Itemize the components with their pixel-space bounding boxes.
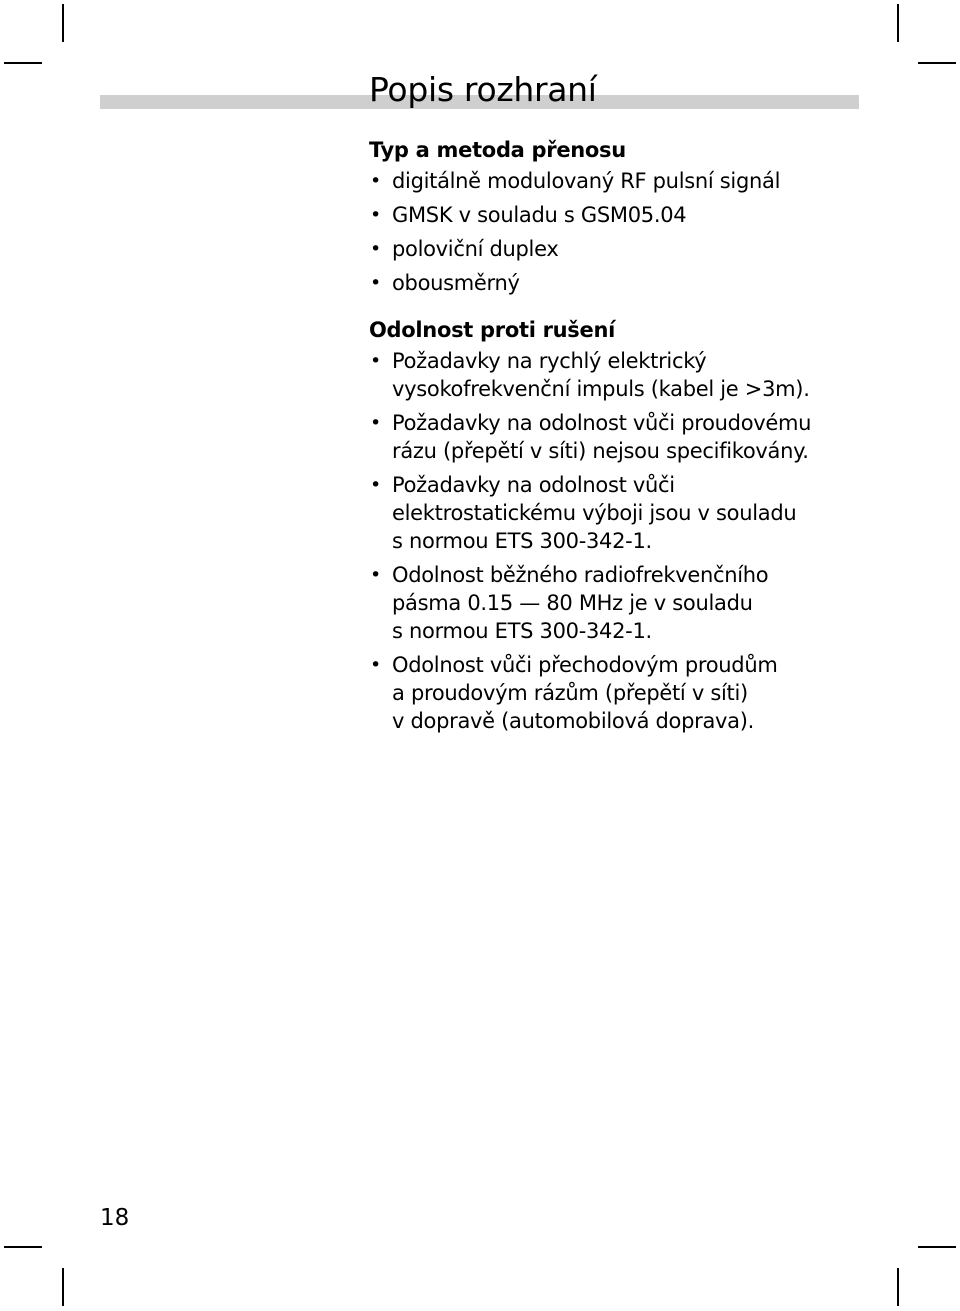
crop-mark-top-left-horizontal [4, 62, 42, 64]
crop-mark-top-right-vertical [897, 4, 899, 42]
list-item: • poloviční duplex [370, 237, 559, 261]
bullet-icon: • [370, 170, 381, 192]
bullet-icon: • [370, 412, 381, 434]
crop-mark-top-right-horizontal [918, 62, 956, 64]
page-title: Popis rozhraní [369, 70, 597, 109]
bullet-icon: • [370, 204, 381, 226]
list-item: • digitálně modulovaný RF pulsní signál [370, 169, 781, 193]
page-number: 18 [100, 1205, 130, 1231]
section-heading-transmission: Typ a metoda přenosu [369, 138, 626, 162]
crop-mark-bottom-left-vertical [62, 1268, 64, 1306]
crop-mark-bottom-right-vertical [897, 1268, 899, 1306]
bullet-icon: • [370, 350, 381, 372]
list-item: • GMSK v souladu s GSM05.04 [370, 203, 687, 227]
immunity-list [369, 347, 859, 735]
crop-mark-top-left-vertical [62, 4, 64, 42]
list-item: • Odolnost běžného radiofrekvenčního pásma 0.15 — 80 MHz je v souladu s normou ETS 300-342-1. [370, 563, 769, 643]
content [369, 133, 859, 741]
bullet-icon: • [370, 474, 381, 496]
list-item: • obousměrný [370, 271, 520, 295]
list-item: • Požadavky na odolnost vůči proudovému rázu (přepětí v síti) nejsou specifikovány. [370, 411, 812, 463]
list-item: • Odolnost vůči přechodovým proudům a proudovým rázům (přepětí v síti) v dopravě (automobilová doprava). [370, 653, 778, 733]
list-item: • Požadavky na odolnost vůči elektrostatickému výboji jsou v souladu s normou ETS 300-342-1. [370, 473, 797, 553]
list-item: • Požadavky na rychlý elektrický vysokofrekvenční impuls (kabel je >3m). [370, 349, 810, 401]
crop-mark-bottom-left-horizontal [4, 1246, 42, 1248]
section-heading-immunity: Odolnost proti rušení [369, 318, 615, 342]
crop-mark-bottom-right-horizontal [918, 1246, 956, 1248]
bullet-icon: • [370, 238, 381, 260]
bullet-icon: • [370, 272, 381, 294]
transmission-list [369, 167, 859, 297]
bullet-icon: • [370, 564, 381, 586]
section-gap [369, 303, 859, 313]
bullet-icon: • [370, 654, 381, 676]
